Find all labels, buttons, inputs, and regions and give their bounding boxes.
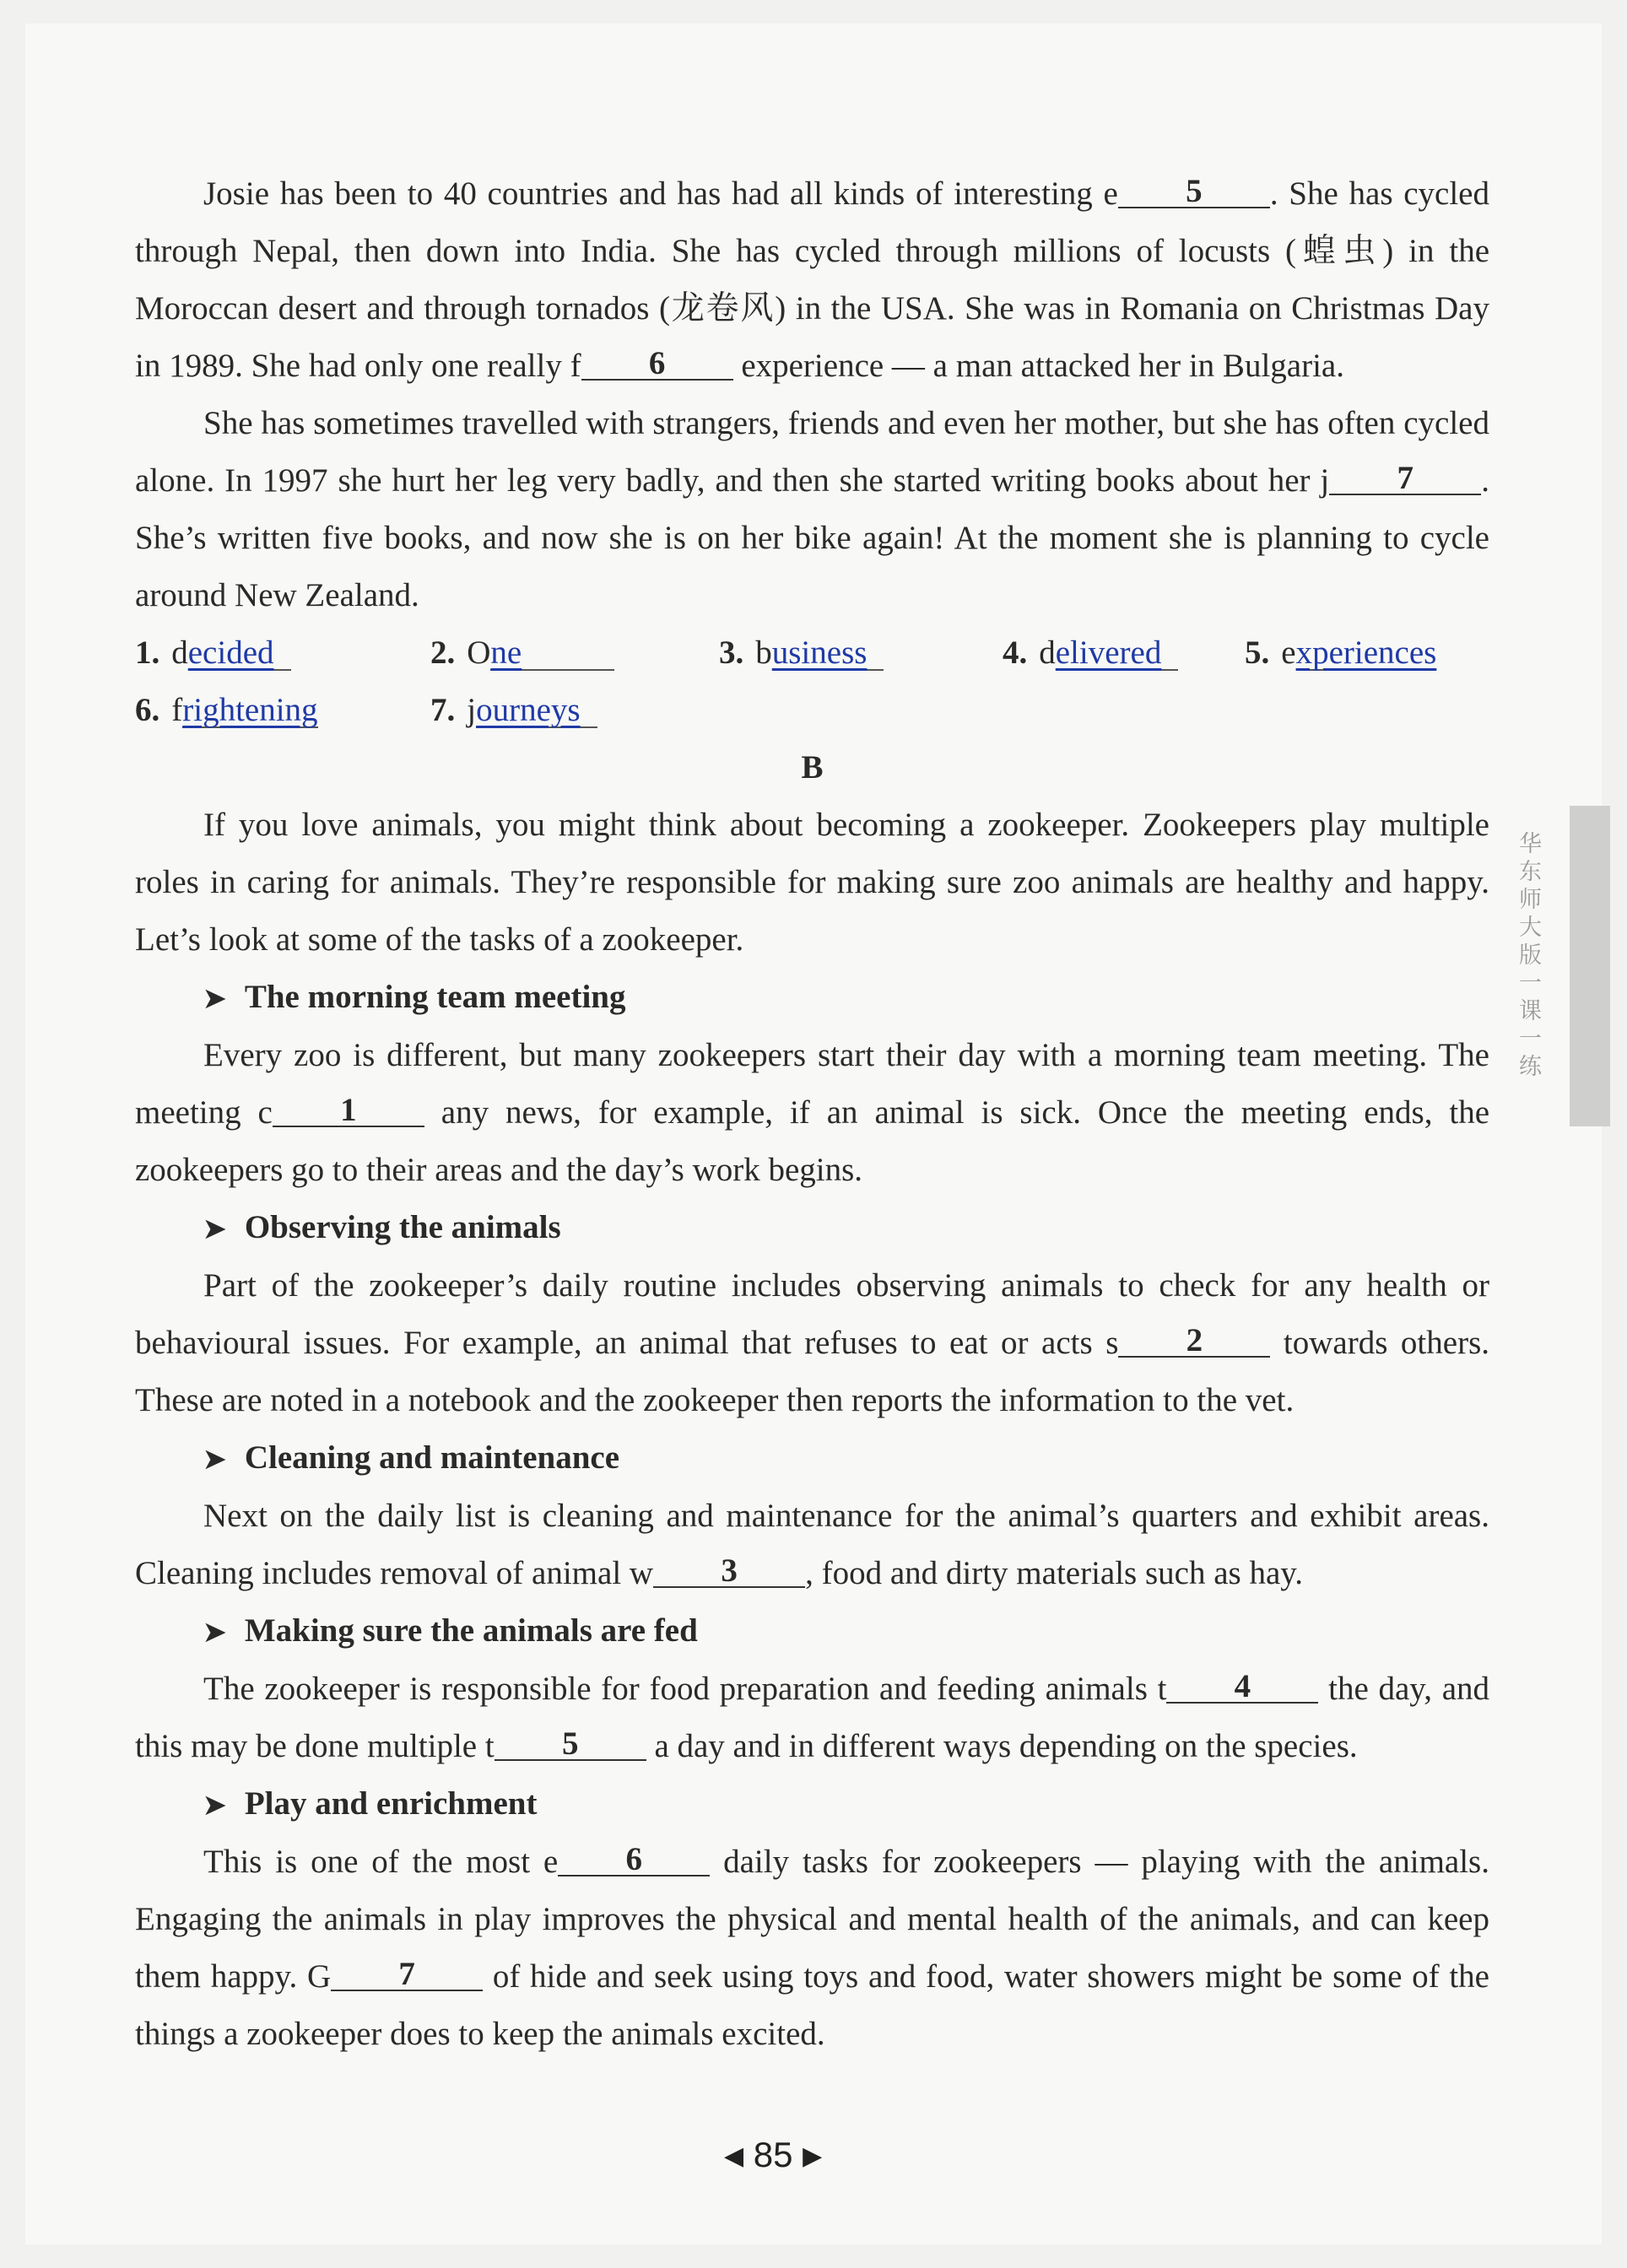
passage-a-paragraph-1	[135, 165, 1489, 395]
text: The zookeeper is responsible for food preparation and feeding animals t	[203, 1671, 1167, 1707]
heading-3: ➤ Cleaning and maintenance	[135, 1429, 1489, 1488]
answer-5: 5. experiences	[1245, 634, 1437, 671]
text: experience — a man attacked her in Bulgaria.	[732, 348, 1344, 384]
text: any news, for example, if an animal is sick. Once the meeting ends, the zookeepers go to their areas and the day’s work begins.	[135, 1094, 1489, 1188]
section-label: B	[801, 749, 824, 786]
workbook-page	[25, 24, 1602, 2244]
answer-4: 4. delivered	[1003, 624, 1178, 682]
answer-fill: ourneys	[476, 692, 581, 728]
blank-5: 5	[495, 1729, 646, 1761]
answer-1: 1. decided	[135, 624, 291, 682]
blank-6: 6	[581, 348, 733, 381]
side-label: 华东师大版一课一练	[1515, 831, 1541, 1082]
arrow-bullet-icon: ➤	[203, 1213, 226, 1244]
answer-fill: ecided	[187, 634, 274, 671]
passage-a-paragraph-2	[135, 395, 1489, 624]
section-b-paragraph-2	[135, 1257, 1489, 1429]
arrow-bullet-icon: ➤	[203, 1444, 226, 1474]
arrow-bullet-icon: ➤	[203, 1617, 226, 1647]
text: She has sometimes travelled with strangers, friends and even her mother, but she has often cycled alone. In 1997 she hurt her leg very badly, and then she started writing books about her j	[135, 405, 1489, 499]
answer-row-2	[135, 682, 1489, 739]
text: a day and in different ways depending on the species.	[646, 1728, 1358, 1764]
blank-7: 7	[331, 1959, 483, 1991]
arrow-bullet-icon: ➤	[203, 1790, 226, 1820]
answer-fill: ne	[490, 634, 522, 671]
section-b-paragraph-3	[135, 1488, 1489, 1602]
section-b-intro: If you love animals, you might think about becoming a zookeeper. Zookeepers play multiple roles in caring for animals. They’re responsible for making sure zoo animals are healthy and happy. Let’s look at some of the tasks of a zookeeper.	[135, 807, 1489, 958]
answer-row-1	[135, 624, 1489, 682]
next-triangle-icon: ▶	[803, 2142, 823, 2170]
text: Josie has been to 40 countries and has had all kinds of interesting e	[203, 176, 1118, 212]
blank-5: 5	[1118, 176, 1270, 208]
text: daily tasks for zookeepers — playing with the animals. Engaging the animals in play improves the physical and mental health of the animals, and can keep them happy. G	[135, 1844, 1489, 1995]
section-b-paragraph-4	[135, 1660, 1489, 1775]
blank-7: 7	[1329, 463, 1481, 495]
prev-triangle-icon: ◀	[724, 2142, 744, 2170]
answer-7: 7. journeys	[430, 682, 597, 739]
blank-1: 1	[273, 1095, 424, 1127]
text: the day, and this may be done multiple t	[135, 1671, 1489, 1764]
side-tab	[1570, 806, 1610, 1126]
blank-4: 4	[1166, 1671, 1318, 1704]
answer-fill: usiness	[771, 634, 868, 671]
page-number: 85	[753, 2135, 793, 2174]
answer-3: 3. business	[719, 624, 884, 682]
page-content	[135, 165, 1489, 2063]
text: towards others. These are noted in a notebook and the zookeeper then reports the information to the vet.	[135, 1325, 1489, 1418]
answer-2: 2. One	[430, 624, 614, 682]
text: This is one of the most e	[203, 1844, 559, 1880]
heading-4: ➤ Making sure the animals are fed	[135, 1602, 1489, 1660]
text: Next on the daily list is cleaning and maintenance for the animal’s quarters and exhibit areas. Cleaning includes removal of animal w	[135, 1498, 1489, 1591]
blank-6: 6	[558, 1844, 710, 1876]
answer-6: 6. frightening	[135, 692, 318, 728]
text: . She’s written five books, and now she is on her bike again! At the moment she is planning to cycle around New Zealand.	[135, 462, 1489, 613]
page-number-footer	[724, 2135, 822, 2175]
text: of hide and seek using toys and food, water showers might be some of the things a zookeeper does to keep the animals excited.	[135, 1958, 1489, 2052]
answer-fill: xperiences	[1295, 634, 1437, 671]
text: Every zoo is different, but many zookeepers start their day with a morning team meeting. The meeting c	[135, 1037, 1489, 1131]
text: , food and dirty materials such as hay.	[805, 1555, 1303, 1591]
text: Part of the zookeeper’s daily routine includes observing animals to check for any health or behavioural issues. For example, an animal that refuses to eat or acts s	[135, 1267, 1489, 1361]
blank-2: 2	[1118, 1326, 1270, 1358]
answer-fill: rightening	[182, 692, 318, 728]
arrow-bullet-icon: ➤	[203, 983, 226, 1013]
heading-5: ➤ Play and enrichment	[135, 1775, 1489, 1833]
section-b-paragraph-5	[135, 1833, 1489, 2063]
text: . She has cycled through Nepal, then down into India. She has cycled through millions of locusts (蝗虫) in the Moroccan desert and through tornados (龙卷风) in the USA. She was in Romania on Christmas Day in 1989. She had only one really f	[135, 176, 1489, 384]
answer-fill: elivered	[1055, 634, 1162, 671]
blank-3: 3	[653, 1556, 805, 1588]
section-b-paragraph-1	[135, 1027, 1489, 1199]
heading-2: ➤ Observing the animals	[135, 1199, 1489, 1257]
heading-1: ➤ The morning team meeting	[135, 969, 1489, 1027]
